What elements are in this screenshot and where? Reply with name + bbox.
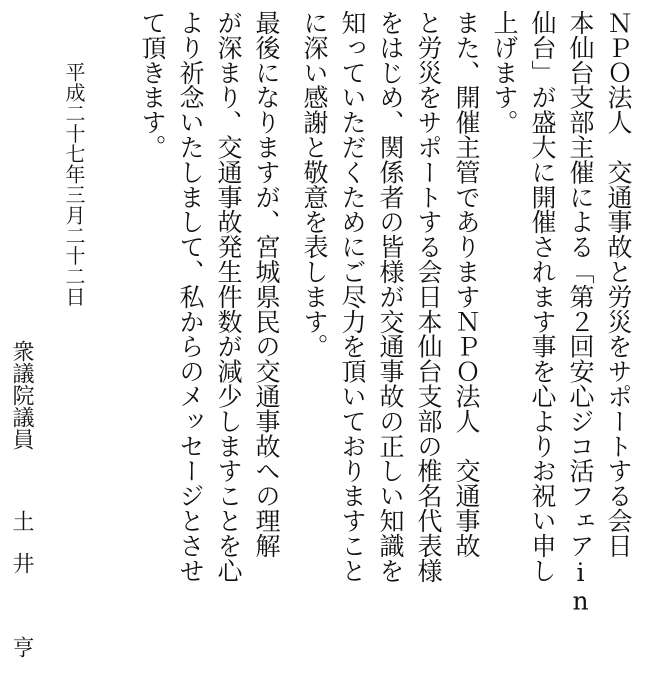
letter-line-4: 上げます。 — [490, 10, 519, 135]
letter-line-7: をはじめ、関係者の皆様が交通事故の正しい知識を — [376, 10, 405, 583]
letter-line-9: に深い感謝と敬意を表します。 — [300, 10, 329, 359]
letter-line-6: と労災をサポートする会日本仙台支部の椎名代表様 — [414, 10, 443, 583]
letter-date: 平成二十七年三月二十二日 — [62, 62, 86, 307]
letter-line-12: より祈念いたしまして、私からのメッセージとさせ — [176, 10, 205, 583]
letter-line-1: ＮＰＯ法人 交通事故と労災をサポートする会日 — [604, 10, 633, 558]
signature-block — [10, 340, 32, 678]
letter-line-10: 最後になりますが、宮城県民の交通事故への理解 — [252, 10, 281, 558]
letter-line-11: が深まり、交通事故発生件数が減少しますことを心 — [214, 10, 243, 583]
signer-title: 衆議院議員 — [9, 340, 34, 450]
letter-line-8: 知っていただくためにご尽力を頂いておりますこと — [338, 10, 367, 583]
letter-line-13: て頂きます。 — [138, 10, 167, 160]
letter-line-2: 本仙台支部主催による「第２回安心ジコ活フェアin — [566, 10, 595, 616]
signer-name: 土井 亨 — [9, 510, 34, 678]
letter-line-3: 仙台」が盛大に開催されます事を心よりお祝い申し — [528, 10, 557, 583]
letter-line-5: また、開催主管でありますＮＰＯ法人 交通事故 — [452, 10, 481, 558]
